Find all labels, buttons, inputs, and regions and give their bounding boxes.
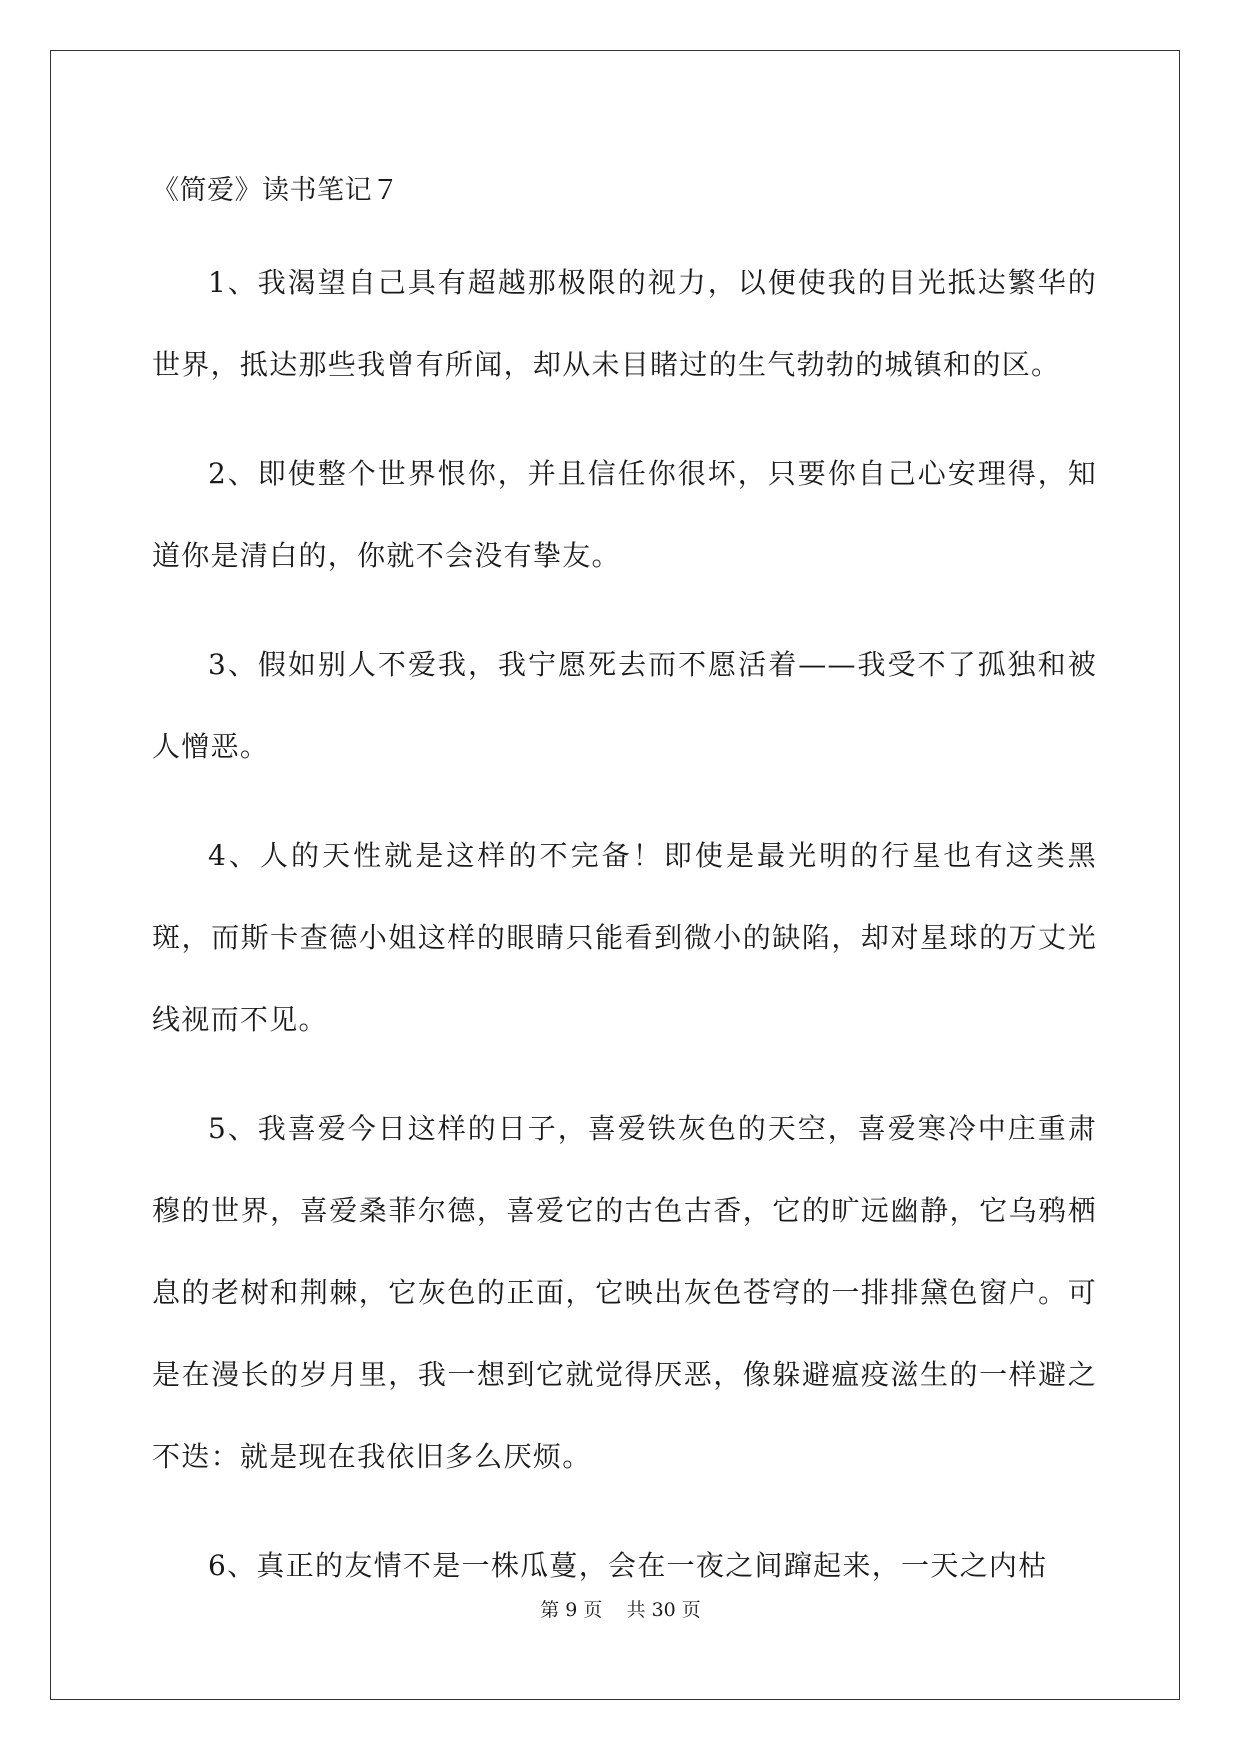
paragraph-3: 3、假如别人不爱我，我宁愿死去而不愿活着——我受不了孤独和被人憎恶。: [152, 648, 1097, 763]
paragraph-4: 4、人的天性就是这样的不完备！即使是最光明的行星也有这类黑斑，而斯卡查德小姐这样的眼睛只能看到微小的缺陷，却对星球的万丈光线视而不见。: [152, 839, 1097, 1036]
paragraph-6: 6、真正的友情不是一株瓜蔓，会在一夜之间蹿起来，一天之内枯: [208, 1549, 1048, 1582]
paragraph-1: 1、我渴望自己具有超越那极限的视力，以便使我的目光抵达繁华的世界，抵达那些我曾有所闻，却从未目睹过的生气勃勃的城镇和的区。: [152, 266, 1097, 381]
paragraph-5: 5、我喜爱今日这样的日子，喜爱铁灰色的天空，喜爱寒冷中庄重肃穆的世界，喜爱桑菲尔德，喜爱它的古色古香，它的旷远幽静，它乌鸦栖息的老树和荆棘，它灰色的正面，它映出灰色苍穹的一排排黛色窗户。可是在漫长的岁月里，我一想到它就觉得厌恶，像躲避瘟疫滋生的一样避之不迭：就是现在我依旧多么厌烦。: [152, 1112, 1097, 1473]
document-title: 《简爱》读书笔记７: [152, 175, 400, 206]
paragraph-2: 2、即使整个世界恨你，并且信任你很坏，只要你自己心安理得，知道你是清白的，你就不会没有挚友。: [152, 457, 1097, 572]
document-body: [152, 165, 1097, 1607]
page-number-footer: 第 9 页 共 30 页: [540, 1599, 701, 1621]
